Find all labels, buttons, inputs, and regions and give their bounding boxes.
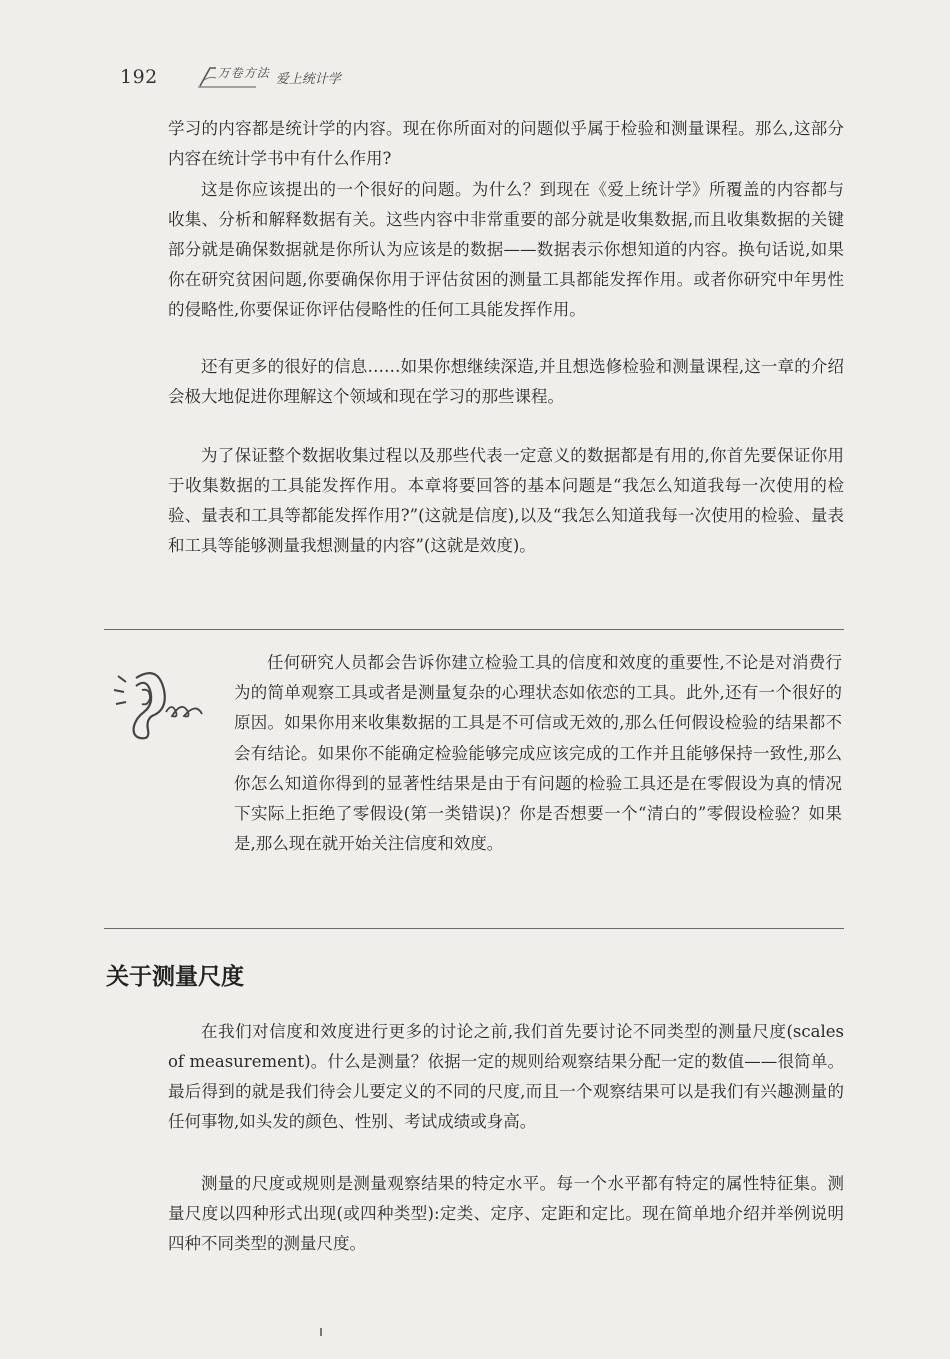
paragraph-continued: 学习的内容都是统计学的内容。现在你所面对的问题似乎属于检验和测量课程。那么,这部分内容在统计学书中有什么作用? <box>168 119 844 168</box>
paragraph: 测量的尺度或规则是测量观察结果的特定水平。每一个水平都有特定的属性特征集。测量尺度以四种形式出现(或四种类型):定类、定序、定距和定比。现在简单地介绍并举例说明四种不同类型的测量尺度。 <box>168 1174 844 1253</box>
tip-bottom-rule <box>104 928 844 929</box>
paragraph: 在我们对信度和效度进行更多的讨论之前,我们首先要讨论不同类型的测量尺度(scales of measurement)。什么是测量？依据一定的规则给观察结果分配一定的数值——很简单。最后得到的就是我们待会儿要定义的不同的尺度,而且一个观察结果可以是我们有兴趣测量的任何事物,如头发的颜色、性别、考试成绩或身高。 <box>168 1022 844 1131</box>
series-name: 万卷方法 <box>217 66 270 80</box>
tip-top-rule <box>104 629 844 630</box>
paragraph: 还有更多的很好的信息……如果你想继续深造,并且想选修检验和测量课程,这一章的介绍会极大地促进你理解这个领域和现在学习的那些课程。 <box>168 357 844 406</box>
tip-text: 任何研究人员都会告诉你建立检验工具的信度和效度的重要性,不论是对消费行为的简单观察工具或者是测量复杂的心理状态如依恋的工具。此外,还有一个很好的原因。如果你用来收集数据的工具是不可信或无效的,那么任何假设检验的结果都不会有结论。如果你不能确定检验能够完成应该完成的工作并且能够保持一致性,那么你怎么知道你得到的显著性结果是由于有问题的检验工具还是在零假设为真的情况下实际上拒绝了零假设(第一类错误)？你是否想要一个“清白的”零假设检验？如果是,那么现在就开始关注信度和效度。 <box>234 653 842 854</box>
running-header <box>120 62 341 92</box>
book-title: 爱上统计学 <box>275 71 341 87</box>
section-heading: 关于测量尺度 <box>106 964 244 990</box>
print-mark <box>320 1328 322 1336</box>
tip-icon <box>106 660 216 745</box>
series-logo <box>196 64 276 90</box>
ear-listening-icon <box>106 660 216 745</box>
paragraph: 这是你应该提出的一个很好的问题。为什么？到现在《爱上统计学》所覆盖的内容都与收集、分析和解释数据有关。这些内容中非常重要的部分就是收集数据,而且收集数据的关键部分就是确保数据就是你所认为应该是的数据——数据表示你想知道的内容。换句话说,如果你在研究贫困问题,你要确保你用于评估贫困的测量工具都能发挥作用。或者你研究中年男性的侵略性,你要保证你评估侵略性的任何工具能发挥作用。 <box>168 180 844 319</box>
paragraph: 为了保证整个数据收集过程以及那些代表一定意义的数据都是有用的,你首先要保证你用于收集数据的工具能发挥作用。本章将要回答的基本问题是“我怎么知道我每一次使用的检验、量表和工具等都能发挥作用?”(这就是信度),以及“我怎么知道我每一次使用的检验、量表和工具等能够测量我想测量的内容”(这就是效度)。 <box>168 446 844 555</box>
page-number: 192 <box>120 66 158 88</box>
